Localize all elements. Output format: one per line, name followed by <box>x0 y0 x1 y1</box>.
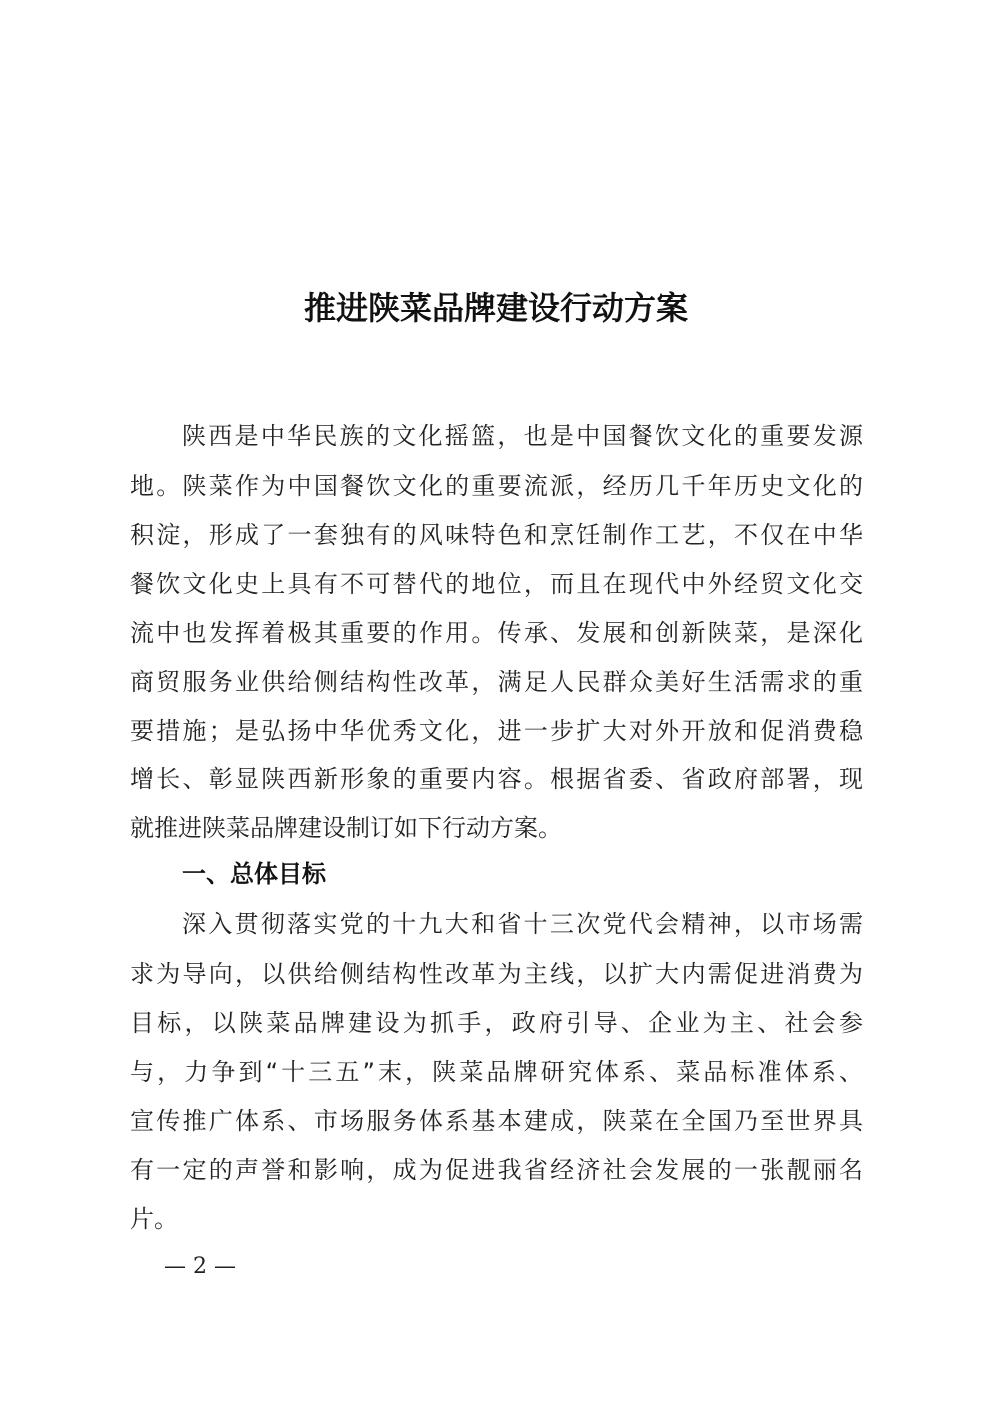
paragraph-line: 增长、彰显陕西新形象的重要内容。根据省委、省政府部署，现 <box>130 765 863 793</box>
paragraph-line: 深入贯彻落实党的十九大和省十三次党代会精神，以市场需 <box>182 910 863 938</box>
paragraph-line: 宣传推广体系、市场服务体系基本建成，陕菜在全国乃至世界具 <box>130 1107 863 1135</box>
paragraph-line: 餐饮文化史上具有不可替代的地位，而且在现代中外经贸文化交 <box>130 570 863 598</box>
paragraph-line: 有一定的声誉和影响，成为促进我省经济社会发展的一张靓丽名 <box>130 1156 863 1184</box>
paragraph-line: 商贸服务业供给侧结构性改革，满足人民群众美好生活需求的重 <box>130 668 863 696</box>
paragraph-line: 积淀，形成了一套独有的风味特色和烹饪制作工艺，不仅在中华 <box>130 521 863 549</box>
paragraph-line: 目标，以陕菜品牌建设为抓手，政府引导、企业为主、社会参 <box>130 1009 863 1037</box>
paragraph-line: 陕西是中华民族的文化摇篮，也是中国餐饮文化的重要发源 <box>182 422 863 450</box>
paragraph-line: 流中也发挥着极其重要的作用。传承、发展和创新陕菜，是深化 <box>130 619 863 647</box>
paragraph-line: 与，力争到“十三五”末，陕菜品牌研究体系、菜品标准体系、 <box>130 1058 863 1086</box>
document-title: 推进陕菜品牌建设行动方案 <box>303 289 688 327</box>
page-number: — 2 — <box>164 1254 236 1279</box>
paragraph-line: 要措施；是弘扬中华优秀文化，进一步扩大对外开放和促消费稳 <box>130 717 863 745</box>
paragraph-line: 求为导向，以供给侧结构性改革为主线，以扩大内需促进消费为 <box>130 960 863 988</box>
section-heading: 一、总体目标 <box>182 860 326 888</box>
paragraph-line: 片。 <box>130 1205 178 1233</box>
paragraph-line: 地。陕菜作为中国餐饮文化的重要流派，经历几千年历史文化的 <box>130 472 863 500</box>
paragraph-line: 就推进陕菜品牌建设制订如下行动方案。 <box>130 814 562 842</box>
